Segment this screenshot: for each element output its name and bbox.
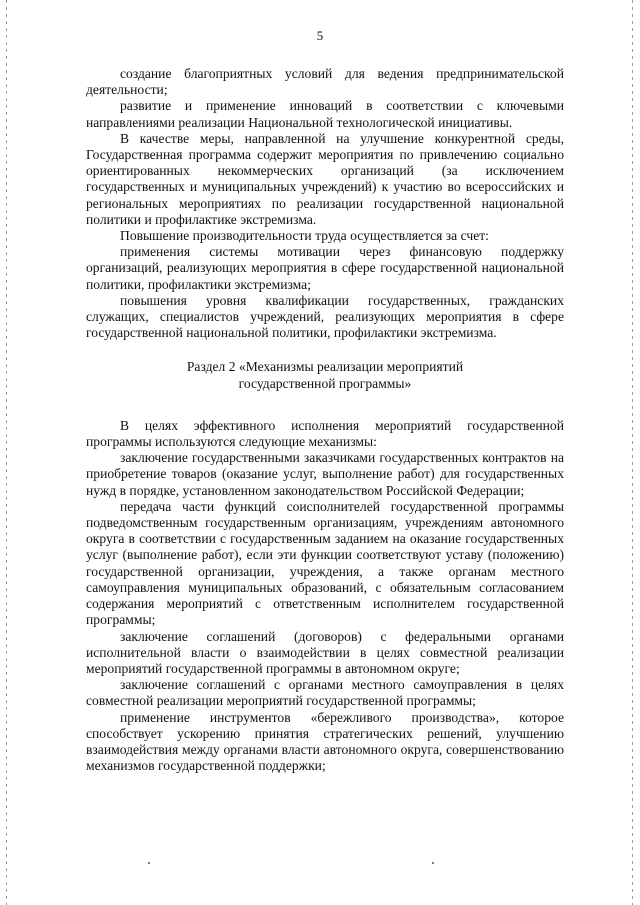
scan-edge-right — [632, 0, 633, 905]
paragraph: повышения уровня квалификации государственных, гражданских служащих, специалистов учреждений, реализующих мероприятия в сфере государственной национальной политики, профилактики экстремизма. — [86, 292, 564, 341]
paragraph: передача части функций соисполнителей государственной программы подведомственным государственным организациям, учреждениям автономного округа в соответствии с государственным заданием на оказание государственных услуг (выполнение работ), если эти функции соответствуют уставу (положению) государственной организации, учреждения, а также органам местного самоуправления муниципальных образований, с обязательным согласованием содержания мероприятий с ответственным исполнителем государственной программы; — [86, 498, 564, 628]
paragraph: применения системы мотивации через финансовую поддержку организаций, реализующих мероприятия в сфере государственной национальной политики, профилактики экстремизма; — [86, 244, 564, 292]
page-number: 5 — [316, 28, 324, 43]
document-body — [86, 66, 564, 774]
paragraph: В целях эффективного исполнения мероприятий государственной программы используются следующие механизмы: — [86, 417, 564, 450]
paragraph: заключение соглашений (договоров) с федеральными органами исполнительной власти о взаимодействии в целях совместной реализации мероприятий государственной программы в автономном округе; — [86, 628, 564, 676]
paragraph: заключение государственными заказчиками государственных контрактов на приобретение товаров (оказание услуг, выполнение работ) для государственных нужд в порядке, установленном законодательством Российской Федерации; — [86, 450, 564, 498]
section-heading-line: Раздел 2 «Механизмы реализации мероприятий — [186, 359, 464, 375]
scan-speck — [148, 862, 150, 864]
paragraph: развитие и применение инноваций в соответствии с ключевыми направлениями реализации Национальной технологической инициативы. — [86, 98, 564, 130]
paragraph: создание благоприятных условий для ведения предпринимательской деятельности; — [86, 66, 564, 98]
scan-speck — [432, 862, 434, 864]
paragraph: применение инструментов «бережливого производства», которое способствует ускорению принятия стратегических решений, улучшению взаимодействия между органами власти автономного округа, совершенствованию механизмов государственной поддержки; — [86, 709, 564, 774]
paragraph: В качестве меры, направленной на улучшение конкурентной среды, Государственная программа содержит мероприятия по привлечению социально ориентированных некоммерческих организаций (за исключением государственных и муниципальных учреждений) к участию во всероссийских и региональных мероприятиях по реализации государственной национальной политики и профилактике экстремизма. — [86, 130, 564, 227]
scan-edge-left — [6, 0, 7, 905]
section-heading — [86, 359, 564, 391]
paragraph: заключение соглашений с органами местного самоуправления в целях совместной реализации мероприятий государственной программы; — [86, 677, 564, 709]
paragraph: Повышение производительности труда осуществляется за счет: — [120, 228, 489, 244]
section-heading-line: государственной программы» — [238, 375, 412, 391]
